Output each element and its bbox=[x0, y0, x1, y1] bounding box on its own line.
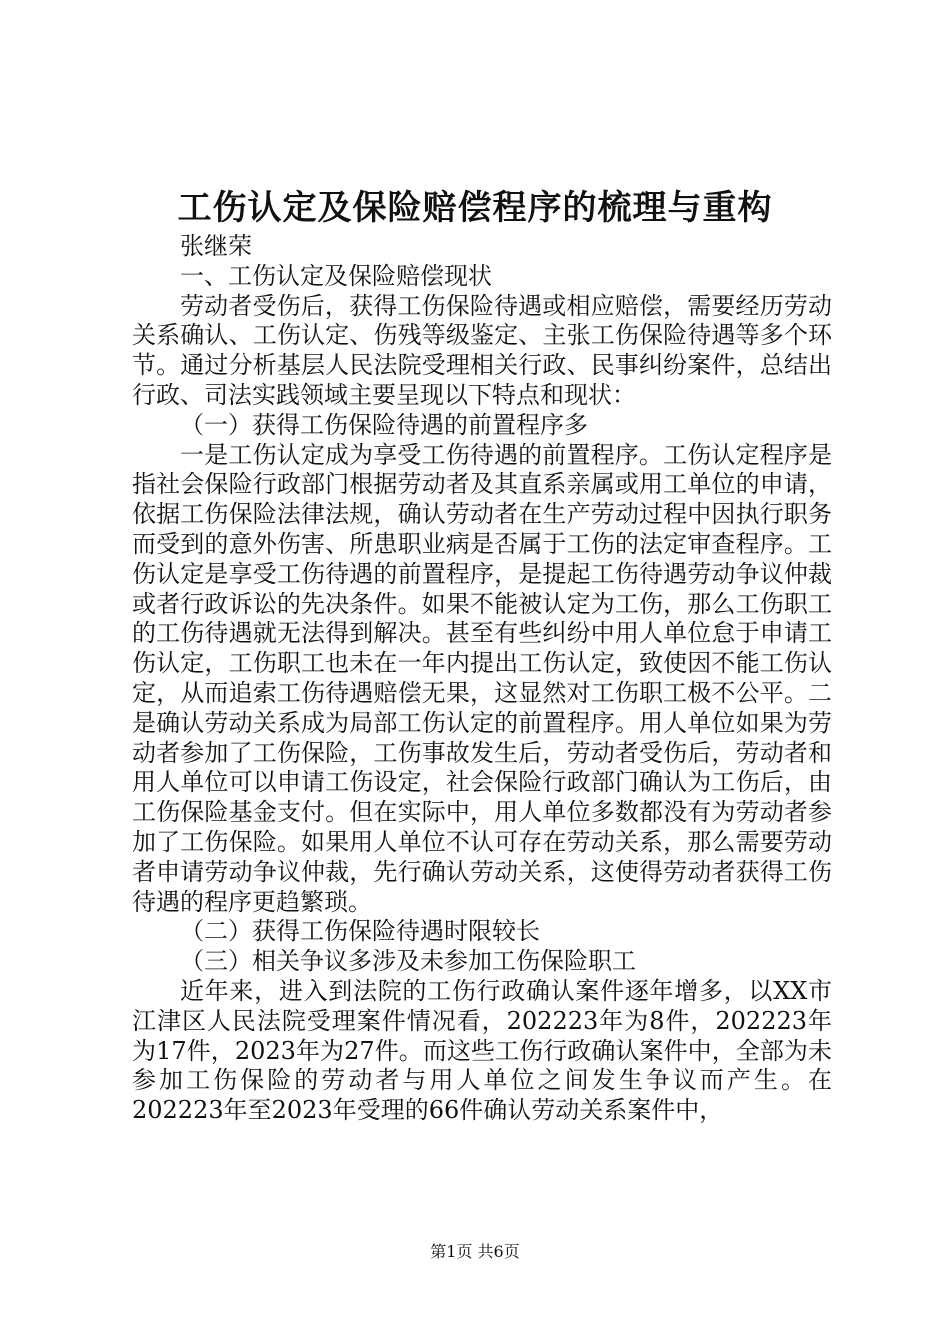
paragraph-3: 近年来，进入到法院的工伤行政确认案件逐年增多，以XX市江津区人民法院受理案件情况看，202223年为8件，202223年为17件，2023年为27件。而这些工伤行政确认案件中，全部为未参加工伤保险的劳动者与用人单位之间发生争议而产生。在202223年至2023年受理的66件确认劳动关系案件中， bbox=[132, 976, 832, 1125]
paragraph-2: 一是工伤认定成为享受工伤待遇的前置程序。工伤认定程序是指社会保险行政部门根据劳动者及其直系亲属或用工单位的申请，依据工伤保险法律法规，确认劳动者在生产劳动过程中因执行职务而受到的意外伤害、所患职业病是否属于工伤的法定审查程序。工伤认定是享受工伤待遇的前置程序，是提起工伤待遇劳动争议仲裁或者行政诉讼的先决条件。如果不能被认定为工伤，那么工伤职工的工伤待遇就无法得到解决。甚至有些纠纷中用人单位怠于申请工伤认定，工伤职工也未在一年内提出工伤认定，致使因不能工伤认定，从而追索工伤待遇赔偿无果，这显然对工伤职工极不公平。二是确认劳动关系成为局部工伤认定的前置程序。用人单位如果为劳动者参加了工伤保险，工伤事故发生后，劳动者受伤后，劳动者和用人单位可以申请工伤设定，社会保险行政部门确认为工伤后，由工伤保险基金支付。但在实际中，用人单位多数都没有为劳动者参加了工伤保险。如果用人单位不认可存在劳动关系，那么需要劳动者申请劳动争议仲裁，先行确认劳动关系，这使得劳动者获得工伤待遇的程序更趋繁琐。 bbox=[132, 440, 832, 916]
document-body bbox=[132, 232, 832, 1126]
page-footer: 第1页 共6页 bbox=[430, 1242, 520, 1261]
author-name: 张继荣 bbox=[180, 232, 252, 260]
subsection-heading-2: （二）获得工伤保险待遇时限较长 bbox=[180, 917, 540, 946]
subsection-heading-1: （一）获得工伤保险待遇的前置程序多 bbox=[180, 410, 588, 439]
document-title: 工伤认定及保险赔偿程序的梳理与重构 bbox=[177, 188, 773, 228]
subsection-heading-3: （三）相关争议多涉及未参加工伤保险职工 bbox=[180, 947, 636, 976]
paragraph-1: 劳动者受伤后，获得工伤保险待遇或相应赔偿，需要经历劳动关系确认、工伤认定、伤残等级鉴定、主张工伤保险待遇等多个环节。通过分析基层人民法院受理相关行政、民事纠纷案件，总结出行政、司法实践领域主要呈现以下特点和现状： bbox=[132, 291, 832, 409]
section-heading-1: 一、工伤认定及保险赔偿现状 bbox=[180, 261, 492, 290]
